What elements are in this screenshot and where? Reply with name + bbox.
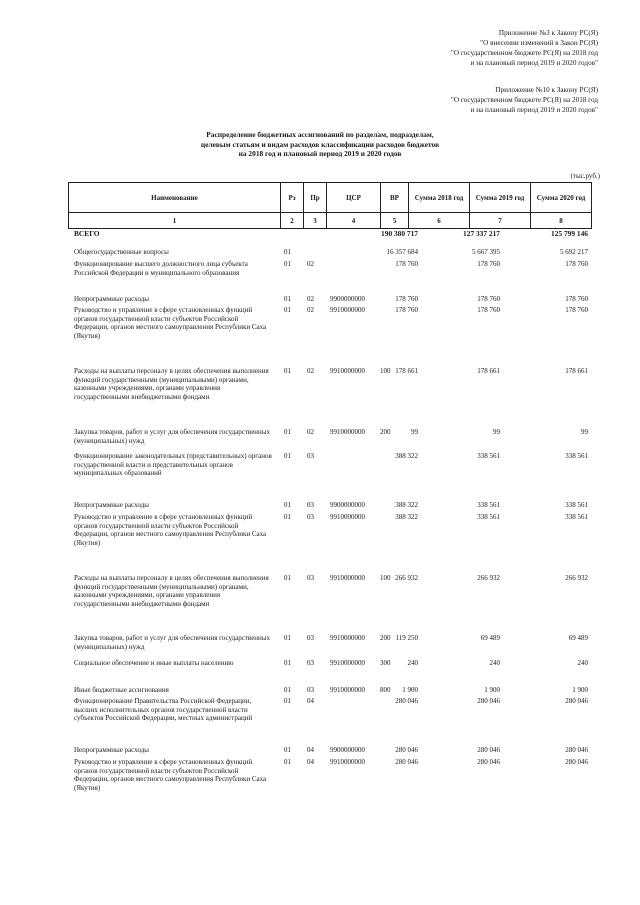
row-rz: 01 bbox=[284, 697, 291, 705]
row-sum-2019: 178 760 bbox=[477, 306, 500, 314]
row-sum-2020: 178 760 bbox=[565, 295, 588, 303]
column-number-3: 3 bbox=[304, 213, 327, 229]
column-number-5: 5 bbox=[381, 213, 409, 229]
row-name: Социальное обеспечение и иные выплаты населению bbox=[74, 659, 234, 667]
row-sum-2018: 280 046 bbox=[395, 758, 418, 766]
row-sum-2019: 1 900 bbox=[484, 686, 500, 694]
column-number-6: 6 bbox=[409, 213, 470, 229]
row-sum-2020: 178 760 bbox=[565, 306, 588, 314]
row-pr: 04 bbox=[307, 758, 314, 766]
row-sum-2019: 280 046 bbox=[477, 697, 500, 705]
row-name: Функционирование законодательных (представительных) органов государственной власти и представительных органов муниципальных образований bbox=[74, 452, 272, 478]
row-name: Непрограммные расходы bbox=[74, 746, 149, 754]
column-number-7: 7 bbox=[470, 213, 531, 229]
title-line-1: Распределение бюджетных ассигнований по разделам, подразделам, bbox=[206, 130, 434, 139]
row-sum-2018: 119 250 bbox=[395, 634, 418, 642]
row-sum-2020: 338 561 bbox=[565, 501, 588, 509]
row-sum-2019: 5 667 395 bbox=[472, 248, 500, 256]
row-sum-2019: 178 661 bbox=[477, 367, 500, 375]
row-name: Закупка товаров, работ и услуг для обеспечения государственных (муниципальных) нужд bbox=[74, 428, 271, 445]
row-rz: 01 bbox=[284, 306, 291, 314]
header-sum-2018: Сумма 2018 год bbox=[409, 183, 470, 213]
appendix-2-line-1: Приложение №10 к Закону РС(Я) bbox=[495, 86, 598, 94]
row-sum-2020: 240 bbox=[577, 659, 588, 667]
row-sum-2020: 5 692 217 bbox=[560, 248, 588, 256]
row-vr: 100 bbox=[380, 367, 391, 375]
row-csr: 9900000000 bbox=[330, 746, 365, 754]
row-sum-2019: 69 489 bbox=[480, 634, 500, 642]
row-rz: 01 bbox=[284, 501, 291, 509]
row-sum-2020: 178 760 bbox=[565, 260, 588, 268]
row-vr: 200 bbox=[380, 428, 391, 436]
appendix-1-line-2: "О внесении изменений в Закон РС(Я) bbox=[480, 39, 598, 47]
row-pr: 03 bbox=[307, 659, 314, 667]
row-sum-2020: 99 bbox=[581, 428, 588, 436]
row-pr: 03 bbox=[307, 686, 314, 694]
column-number-1: 1 bbox=[69, 213, 281, 229]
row-sum-2019: 338 561 bbox=[477, 501, 500, 509]
row-name: Непрограммные расходы bbox=[74, 501, 149, 509]
row-pr: 03 bbox=[307, 574, 314, 582]
row-sum-2018: 280 046 bbox=[395, 746, 418, 754]
table-header bbox=[68, 182, 592, 229]
row-pr: 02 bbox=[307, 428, 314, 436]
row-sum-2019: 338 561 bbox=[477, 513, 500, 521]
header-vr: ВР bbox=[381, 183, 409, 213]
row-name: Руководство и управление в сфере установленных функций органов государственной власти субъектов Российской Федерации, органов местного самоуправления Республики Саха (Якутия) bbox=[74, 306, 267, 340]
row-rz: 01 bbox=[284, 367, 291, 375]
total-sum-2018: 190 380 717 bbox=[381, 229, 418, 238]
document-title bbox=[150, 130, 490, 159]
row-sum-2018: 178 760 bbox=[395, 260, 418, 268]
row-sum-2020: 280 046 bbox=[565, 758, 588, 766]
appendix-1-line-4: и на плановый период 2019 и 2020 годов" bbox=[470, 59, 598, 67]
row-sum-2018: 388 322 bbox=[395, 513, 418, 521]
row-sum-2019: 280 046 bbox=[477, 758, 500, 766]
column-number-4: 4 bbox=[327, 213, 381, 229]
row-sum-2018: 266 932 bbox=[395, 574, 418, 582]
row-rz: 01 bbox=[284, 634, 291, 642]
row-sum-2019: 240 bbox=[489, 659, 500, 667]
row-pr: 03 bbox=[307, 501, 314, 509]
row-pr: 04 bbox=[307, 697, 314, 705]
appendix-2-line-3: и на плановый период 2019 и 2020 годов" bbox=[470, 106, 598, 114]
row-rz: 01 bbox=[284, 260, 291, 268]
row-sum-2018: 99 bbox=[411, 428, 418, 436]
row-rz: 01 bbox=[284, 428, 291, 436]
appendix-1-line-1: Приложение №3 к Закону РС(Я) bbox=[498, 29, 598, 37]
row-sum-2019: 99 bbox=[493, 428, 500, 436]
appendix-note-1 bbox=[451, 28, 598, 68]
row-vr: 100 bbox=[380, 574, 391, 582]
row-sum-2018: 1 900 bbox=[402, 686, 418, 694]
row-pr: 03 bbox=[307, 452, 314, 460]
row-name: Расходы на выплаты персоналу в целях обеспечения выполнения функций государственными (муниципальными) органами, казенными учреждениями, органами управления государственными внебюджетными фондами bbox=[74, 367, 269, 401]
row-rz: 01 bbox=[284, 452, 291, 460]
row-name: Функционирование высшего должностного лица субъекта Российской Федерации и муниципального образования bbox=[74, 260, 248, 277]
row-name: Руководство и управление в сфере установленных функций органов государственной власти субъектов Российской Федерации, органов местного самоуправления Республики Саха (Якутия) bbox=[74, 758, 267, 792]
row-sum-2019: 178 760 bbox=[477, 295, 500, 303]
row-vr: 200 bbox=[380, 634, 391, 642]
row-csr: 9910000000 bbox=[330, 758, 365, 766]
row-rz: 01 bbox=[284, 513, 291, 521]
total-sum-2020: 125 799 146 bbox=[551, 229, 588, 238]
row-sum-2020: 338 561 bbox=[565, 513, 588, 521]
row-csr: 9910000000 bbox=[330, 659, 365, 667]
row-name: Расходы на выплаты персоналу в целях обеспечения выполнения функций государственными (муниципальными) органами, казенными учреждениями, органами управления государственными внебюджетными фондами bbox=[74, 574, 269, 608]
row-vr: 800 bbox=[380, 686, 391, 694]
column-number-8: 8 bbox=[531, 213, 592, 229]
row-csr: 9910000000 bbox=[330, 428, 365, 436]
row-sum-2020: 178 661 bbox=[565, 367, 588, 375]
units-label: (тыс.руб.) bbox=[570, 172, 600, 180]
row-sum-2020: 266 932 bbox=[565, 574, 588, 582]
row-sum-2019: 338 561 bbox=[477, 452, 500, 460]
row-sum-2018: 280 046 bbox=[395, 697, 418, 705]
header-sum-2020: Сумма 2020 год bbox=[531, 183, 592, 213]
row-pr: 02 bbox=[307, 295, 314, 303]
row-rz: 01 bbox=[284, 295, 291, 303]
row-csr: 9900000000 bbox=[330, 295, 365, 303]
row-pr: 02 bbox=[307, 306, 314, 314]
row-rz: 01 bbox=[284, 659, 291, 667]
appendix-note-2 bbox=[451, 85, 598, 115]
row-csr: 9910000000 bbox=[330, 634, 365, 642]
row-sum-2018: 388 322 bbox=[395, 452, 418, 460]
row-name: Иные бюджетные ассигнования bbox=[74, 686, 169, 694]
row-name: Закупка товаров, работ и услуг для обеспечения государственных (муниципальных) нужд bbox=[74, 634, 271, 651]
row-rz: 01 bbox=[284, 248, 291, 256]
row-sum-2019: 266 932 bbox=[477, 574, 500, 582]
row-pr: 02 bbox=[307, 367, 314, 375]
row-sum-2018: 178 760 bbox=[395, 295, 418, 303]
row-sum-2019: 280 046 bbox=[477, 746, 500, 754]
row-csr: 9910000000 bbox=[330, 574, 365, 582]
row-name: Общегосударственные вопросы bbox=[74, 248, 169, 256]
row-csr: 9910000000 bbox=[330, 367, 365, 375]
row-rz: 01 bbox=[284, 758, 291, 766]
row-pr: 02 bbox=[307, 260, 314, 268]
row-rz: 01 bbox=[284, 686, 291, 694]
total-label: ВСЕГО bbox=[74, 229, 100, 238]
title-line-3: на 2018 год и плановый период 2019 и 2020 годов bbox=[238, 149, 402, 158]
row-csr: 9900000000 bbox=[330, 501, 365, 509]
row-rz: 01 bbox=[284, 746, 291, 754]
row-pr: 03 bbox=[307, 634, 314, 642]
header-sum-2019: Сумма 2019 год bbox=[470, 183, 531, 213]
row-rz: 01 bbox=[284, 574, 291, 582]
appendix-1-line-3: "О государственном бюджете РС(Я) на 2018 год bbox=[450, 49, 598, 57]
header-csr: ЦСР bbox=[327, 183, 381, 213]
row-name: Непрограммные расходы bbox=[74, 295, 149, 303]
row-pr: 04 bbox=[307, 746, 314, 754]
row-sum-2020: 69 489 bbox=[568, 634, 588, 642]
row-sum-2020: 280 046 bbox=[565, 746, 588, 754]
row-vr: 300 bbox=[380, 659, 391, 667]
row-sum-2018: 388 322 bbox=[395, 501, 418, 509]
row-sum-2018: 178 760 bbox=[395, 306, 418, 314]
appendix-2-line-2: "О государственном бюджете РС(Я) на 2018 год bbox=[450, 96, 598, 104]
row-name: Функционирование Правительства Российской Федерации, высших исполнительных органов государственной власти субъектов Российской Федерации, местных администраций bbox=[74, 697, 253, 723]
row-sum-2018: 240 bbox=[407, 659, 418, 667]
column-number-2: 2 bbox=[281, 213, 304, 229]
row-sum-2020: 338 561 bbox=[565, 452, 588, 460]
row-sum-2018: 178 661 bbox=[395, 367, 418, 375]
header-pr: Пр bbox=[304, 183, 327, 213]
row-sum-2018: 16 357 684 bbox=[386, 248, 418, 256]
row-name: Руководство и управление в сфере установленных функций органов государственной власти субъектов Российской Федерации, органов местного самоуправления Республики Саха (Якутия) bbox=[74, 513, 267, 547]
row-sum-2019: 178 760 bbox=[477, 260, 500, 268]
row-csr: 9910000000 bbox=[330, 306, 365, 314]
row-sum-2020: 1 900 bbox=[572, 686, 588, 694]
header-rz: Рз bbox=[281, 183, 304, 213]
header-name: Наименование bbox=[69, 183, 281, 213]
row-csr: 9910000000 bbox=[330, 686, 365, 694]
total-sum-2019: 127 337 217 bbox=[463, 229, 500, 238]
row-pr: 03 bbox=[307, 513, 314, 521]
row-csr: 9910000000 bbox=[330, 513, 365, 521]
row-sum-2020: 280 046 bbox=[565, 697, 588, 705]
title-line-2: целевым статьям и видам расходов классификации расходов бюджетов bbox=[200, 139, 440, 149]
